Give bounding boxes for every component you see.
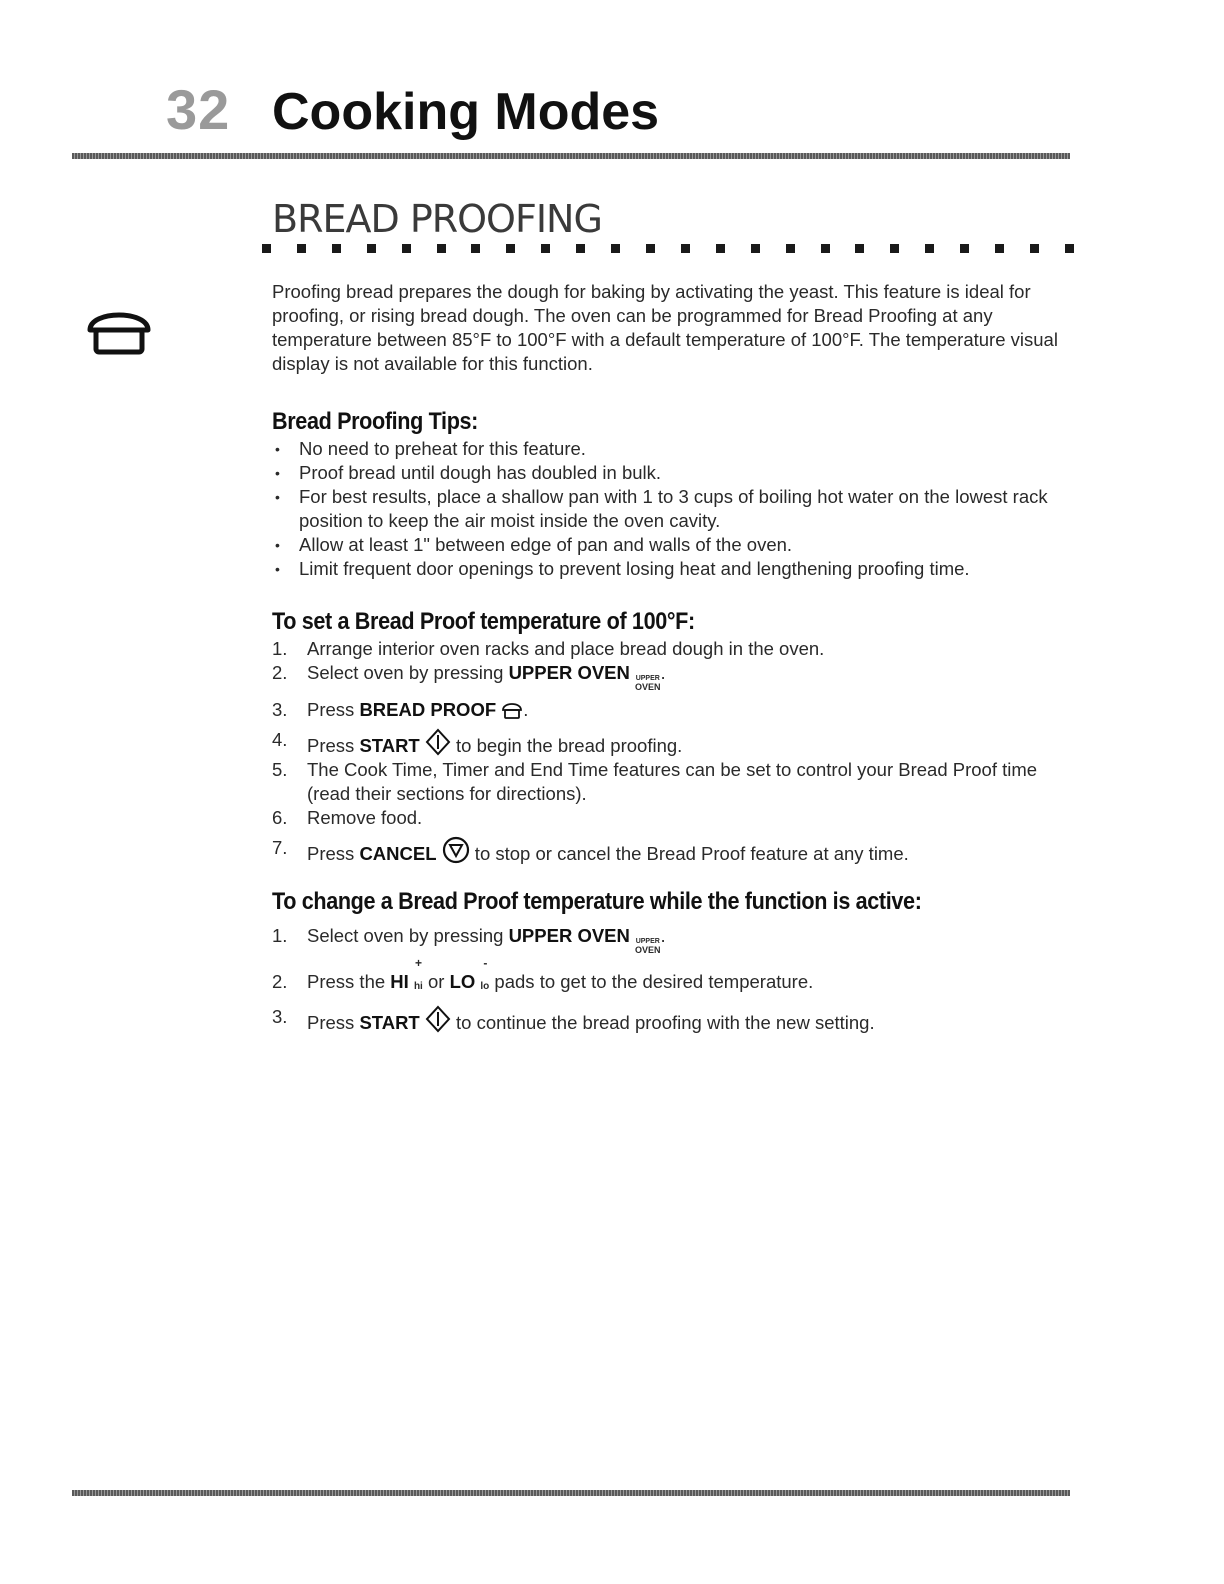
list-item: • Proof bread until dough has doubled in bulk. [272, 461, 1072, 485]
divider-dot [367, 244, 376, 253]
hi-key-label: HI [390, 971, 409, 992]
footer-rule [72, 1490, 1070, 1496]
step-item: 3. Press START to continue the bread proofing with the new setting. [272, 1006, 875, 1033]
divider-dot [262, 244, 271, 253]
lo-key-icon: - lo [480, 956, 490, 992]
divider-dot [437, 244, 446, 253]
divider-dot [646, 244, 655, 253]
set-temp-heading: To set a Bread Proof temperature of 100°F: [272, 608, 695, 635]
change-temp-heading: To change a Bread Proof temperature while the function is active: [272, 888, 922, 915]
divider-dot [1030, 244, 1039, 253]
upper-oven-key-label: UPPER OVEN [508, 925, 630, 946]
step-item: 2. Select oven by pressing UPPER OVEN UPPER OVEN . [272, 662, 666, 692]
lo-key-label: LO [449, 971, 476, 992]
step-item: 4. Press START to begin the bread proofing. [272, 729, 683, 756]
divider-dot [506, 244, 515, 253]
start-key-label: START [359, 735, 420, 756]
list-item: • Limit frequent door openings to prevent losing heat and lengthening proofing time. [272, 557, 1072, 581]
upper-oven-key-icon: UPPER OVEN [635, 938, 661, 955]
step-item: 7. Press CANCEL to stop or cancel the Bread Proof feature at any time. [272, 837, 909, 864]
divider-dot [995, 244, 1004, 253]
divider-dot [297, 244, 306, 253]
list-item: • No need to preheat for this feature. [272, 437, 1072, 461]
step-item: 1. Arrange interior oven racks and place bread dough in the oven. [272, 638, 825, 659]
dotted-divider [262, 244, 1074, 255]
start-key-label: START [359, 1012, 420, 1033]
upper-oven-key-label: UPPER OVEN [508, 662, 630, 683]
step-item: 2. Press the HI + hi or LO - lo pads to get to the desired temperature. [272, 956, 814, 992]
bread-proof-icon [501, 700, 523, 720]
divider-dot [716, 244, 725, 253]
bread-proof-key-label: BREAD PROOF [359, 699, 497, 720]
set-temp-steps [272, 637, 1072, 866]
hi-key-icon: + hi [413, 956, 423, 992]
intro-paragraph: Proofing bread prepares the dough for baking by activating the yeast. This feature is ideal for proofing, or rising bread dough. The oven can be programmed for Bread Proofing at any temperature between 85°F to 100°F with a default temperature of 100°F. The temperature visual display is not available for this function. [272, 281, 1058, 374]
step-item: 6. Remove food. [272, 807, 423, 828]
page-number: 32 [166, 78, 231, 141]
start-icon [425, 728, 451, 756]
change-temp-steps [272, 924, 1072, 1035]
tips-heading: Bread Proofing Tips: [272, 408, 479, 435]
divider-dot [960, 244, 969, 253]
divider-dot [576, 244, 585, 253]
divider-dot [925, 244, 934, 253]
header-rule [72, 153, 1070, 159]
divider-dot [611, 244, 620, 253]
divider-dot [855, 244, 864, 253]
divider-dot [890, 244, 899, 253]
chapter-title: Cooking Modes [272, 83, 660, 141]
divider-dot [332, 244, 341, 253]
divider-dot [402, 244, 411, 253]
cancel-key-label: CANCEL [359, 843, 437, 864]
divider-dot [786, 244, 795, 253]
list-item: • For best results, place a shallow pan with 1 to 3 cups of boiling hot water on the lowest rack position to keep the air moist inside the oven cavity. [272, 485, 1072, 533]
divider-dot [751, 244, 760, 253]
list-item: • Allow at least 1" between edge of pan and walls of the oven. [272, 533, 1072, 557]
step-item: 1. Select oven by pressing UPPER OVEN UPPER OVEN . [272, 925, 666, 955]
tips-list [272, 437, 1072, 581]
step-item: 5. The Cook Time, Timer and End Time features can be set to control your Bread Proof time (read their sections for directions). [272, 759, 1038, 804]
divider-dot [471, 244, 480, 253]
start-icon [425, 1005, 451, 1033]
divider-dot [1065, 244, 1074, 253]
divider-dot [681, 244, 690, 253]
cancel-icon [442, 836, 470, 864]
section-title: BREAD PROOFING [272, 197, 602, 241]
upper-oven-key-icon: UPPER OVEN [635, 675, 661, 692]
step-item: 3. Press BREAD PROOF . [272, 699, 529, 720]
bread-proof-icon [84, 300, 154, 358]
divider-dot [541, 244, 550, 253]
divider-dot [821, 244, 830, 253]
